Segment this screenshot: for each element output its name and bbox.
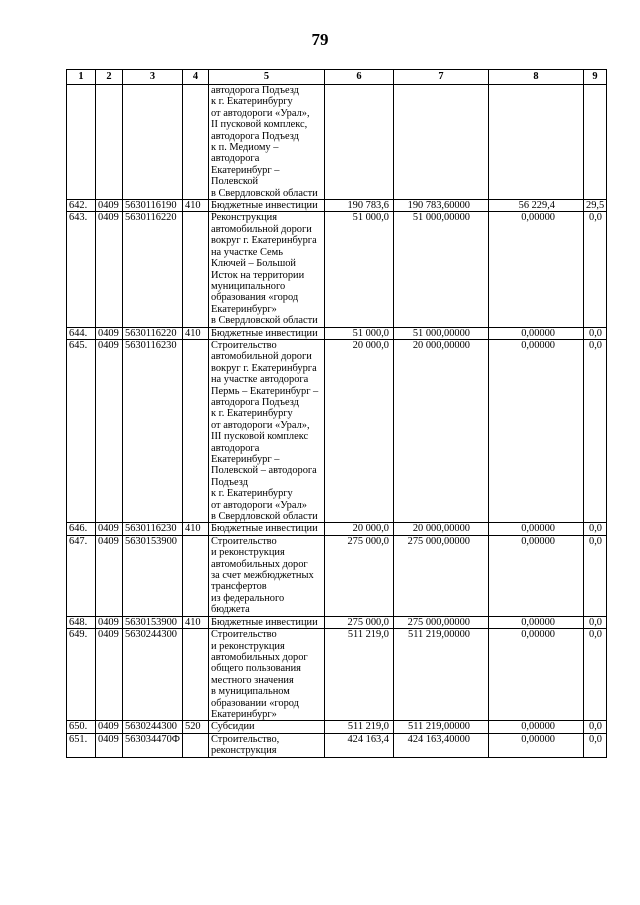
amount-col-8: 0,00000: [489, 327, 584, 339]
amount-col-6: 20 000,0: [325, 339, 394, 523]
section-code: 0409: [96, 535, 123, 616]
expense-type-code: [183, 85, 209, 200]
target-article-code: 5630153900: [123, 616, 183, 628]
amount-col-8: 0,00000: [489, 339, 584, 523]
amount-col-8: 0,00000: [489, 721, 584, 733]
amount-col-7: 275 000,00000: [394, 535, 489, 616]
header-col-4: 4: [183, 70, 209, 85]
table-row: [67, 339, 607, 523]
target-article-code: 5630244300: [123, 721, 183, 733]
percent-col-9: [584, 85, 607, 200]
item-name: Реконструкция автомобильной дороги вокруг г. Екатеринбурга на участке Семь Ключей – Большой Исток на территории муниципального образования «город Екатеринбург» в Свердловской области: [209, 212, 325, 327]
percent-col-9: 0,0: [584, 629, 607, 721]
amount-col-7: 190 783,60000: [394, 200, 489, 212]
target-article-code: 5630153900: [123, 535, 183, 616]
row-number: 649.: [67, 629, 96, 721]
header-col-2: 2: [96, 70, 123, 85]
amount-col-6: 275 000,0: [325, 535, 394, 616]
row-number: 651.: [67, 733, 96, 757]
amount-col-7: [394, 85, 489, 200]
item-name: Бюджетные инвестиции: [209, 616, 325, 628]
percent-col-9: 0,0: [584, 616, 607, 628]
item-name: Строительство и реконструкция автомобильных дорог общего пользования местного значения в муниципальном образовании «город Екатеринбург»: [209, 629, 325, 721]
amount-col-7: 51 000,00000: [394, 212, 489, 327]
percent-col-9: 0,0: [584, 523, 607, 535]
row-number: 647.: [67, 535, 96, 616]
amount-col-7: 51 000,00000: [394, 327, 489, 339]
table-row: [67, 616, 607, 628]
table-row: [67, 200, 607, 212]
header-col-8: 8: [489, 70, 584, 85]
row-number: 645.: [67, 339, 96, 523]
section-code: [96, 85, 123, 200]
amount-col-6: 51 000,0: [325, 327, 394, 339]
amount-col-8: 0,00000: [489, 212, 584, 327]
amount-col-8: [489, 85, 584, 200]
amount-col-7: 20 000,00000: [394, 339, 489, 523]
target-article-code: 563034470Ф: [123, 733, 183, 757]
row-number: 644.: [67, 327, 96, 339]
amount-col-6: 275 000,0: [325, 616, 394, 628]
amount-col-6: 424 163,4: [325, 733, 394, 757]
amount-col-7: 20 000,00000: [394, 523, 489, 535]
percent-col-9: 29,5: [584, 200, 607, 212]
header-col-3: 3: [123, 70, 183, 85]
section-code: 0409: [96, 523, 123, 535]
percent-col-9: 0,0: [584, 327, 607, 339]
amount-col-6: 51 000,0: [325, 212, 394, 327]
row-number: 646.: [67, 523, 96, 535]
expense-type-code: [183, 733, 209, 757]
header-col-1: 1: [67, 70, 96, 85]
amount-col-7: 511 219,00000: [394, 721, 489, 733]
item-name: Бюджетные инвестиции: [209, 200, 325, 212]
target-article-code: 5630116230: [123, 523, 183, 535]
table-row: [67, 733, 607, 757]
table-row: [67, 212, 607, 327]
section-code: 0409: [96, 733, 123, 757]
budget-table: [66, 69, 607, 758]
row-number: 650.: [67, 721, 96, 733]
section-code: 0409: [96, 629, 123, 721]
table-row: [67, 629, 607, 721]
percent-col-9: 0,0: [584, 535, 607, 616]
header-col-5: 5: [209, 70, 325, 85]
percent-col-9: 0,0: [584, 733, 607, 757]
target-article-code: [123, 85, 183, 200]
table-body: [67, 85, 607, 758]
percent-col-9: 0,0: [584, 212, 607, 327]
row-number: [67, 85, 96, 200]
item-name: Строительство, реконструкция: [209, 733, 325, 757]
table-row: [67, 535, 607, 616]
expense-type-code: [183, 339, 209, 523]
target-article-code: 5630116220: [123, 327, 183, 339]
item-name: Бюджетные инвестиции: [209, 327, 325, 339]
section-code: 0409: [96, 200, 123, 212]
header-col-6: 6: [325, 70, 394, 85]
amount-col-8: 0,00000: [489, 733, 584, 757]
amount-col-6: 511 219,0: [325, 629, 394, 721]
expense-type-code: [183, 212, 209, 327]
section-code: 0409: [96, 616, 123, 628]
amount-col-7: 424 163,40000: [394, 733, 489, 757]
table-row: [67, 85, 607, 200]
row-number: 643.: [67, 212, 96, 327]
expense-type-code: 410: [183, 523, 209, 535]
amount-col-6: 20 000,0: [325, 523, 394, 535]
section-code: 0409: [96, 327, 123, 339]
item-name: Бюджетные инвестиции: [209, 523, 325, 535]
percent-col-9: 0,0: [584, 721, 607, 733]
section-code: 0409: [96, 339, 123, 523]
table-row: [67, 523, 607, 535]
item-name: Строительство и реконструкция автомобильных дорог за счет межбюджетных трансфертов из федерального бюджета: [209, 535, 325, 616]
target-article-code: 5630244300: [123, 629, 183, 721]
header-col-9: 9: [584, 70, 607, 85]
expense-type-code: 410: [183, 327, 209, 339]
amount-col-6: 190 783,6: [325, 200, 394, 212]
amount-col-8: 0,00000: [489, 616, 584, 628]
expense-type-code: 410: [183, 200, 209, 212]
row-number: 642.: [67, 200, 96, 212]
expense-type-code: [183, 629, 209, 721]
amount-col-6: 511 219,0: [325, 721, 394, 733]
row-number: 648.: [67, 616, 96, 628]
amount-col-8: 0,00000: [489, 523, 584, 535]
percent-col-9: 0,0: [584, 339, 607, 523]
amount-col-6: [325, 85, 394, 200]
page-number: 79: [311, 30, 329, 49]
item-name: Строительство автомобильной дороги вокруг г. Екатеринбурга на участке автодорога Пермь – Екатеринбург – автодорога Подъезд к г. Екатеринбургу от автодороги «Урал», III пусковой комплекс автодорога Екатеринбург – Полевской – автодорога Подъезд к г. Екатеринбургу от автодороги «Урал» в Свердловской области: [209, 339, 325, 523]
header-col-7: 7: [394, 70, 489, 85]
target-article-code: 5630116190: [123, 200, 183, 212]
table-header-row: [67, 70, 607, 85]
table-row: [67, 721, 607, 733]
item-name: автодорога Подъезд к г. Екатеринбургу от автодороги «Урал», II пусковой комплекс, автодорога Подъезд к п. Медиому – автодорога Екатеринбург – Полевской в Свердловской области: [209, 85, 325, 200]
expense-type-code: 410: [183, 616, 209, 628]
target-article-code: 5630116230: [123, 339, 183, 523]
expense-type-code: [183, 535, 209, 616]
amount-col-7: 511 219,00000: [394, 629, 489, 721]
target-article-code: 5630116220: [123, 212, 183, 327]
table-row: [67, 327, 607, 339]
amount-col-7: 275 000,00000: [394, 616, 489, 628]
item-name: Субсидии: [209, 721, 325, 733]
section-code: 0409: [96, 721, 123, 733]
amount-col-8: 56 229,4: [489, 200, 584, 212]
expense-type-code: 520: [183, 721, 209, 733]
amount-col-8: 0,00000: [489, 629, 584, 721]
amount-col-8: 0,00000: [489, 535, 584, 616]
section-code: 0409: [96, 212, 123, 327]
